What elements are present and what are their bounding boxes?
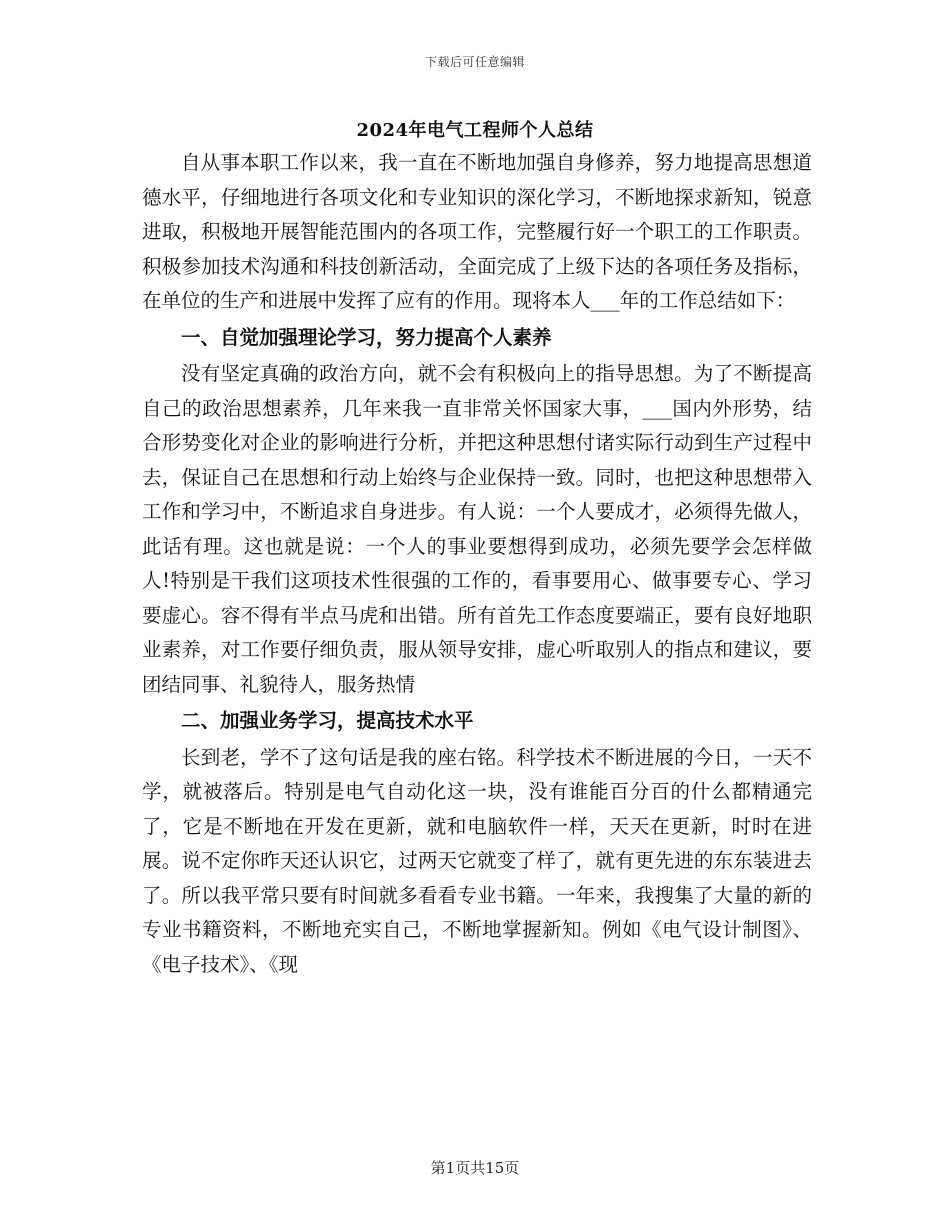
section-1-heading: 一、自觉加强理论学习，努力提高个人素养 bbox=[181, 325, 552, 349]
section-2-paragraph: 长到老，学不了这句话是我的座右铭。科学技术不断进展的今日，一天不学，就被落后。特别是电气自动化这一块，没有谁能百分百的什么都精通完了，它是不断地在开发在更新，就和电脑软件一样，天天在更新，时时在进展。说不定你昨天还认识它，过两天它就变了样了，就有更先进的东东装进去了。所以我平常只要有时间就多看看专业书籍。一年来，我搜集了大量的新的专业书籍资料，不断地充实自己，不断地掌握新知。例如《电气设计制图》、《电子技术》、《现 bbox=[142, 745, 812, 976]
intro-paragraph: 自从事本职工作以来，我一直在不断地加强自身修养，努力地提高思想道德水平，仔细地进行各项文化和专业知识的深化学习，不断地探求新知，锐意进取，积极地开展智能范围内的各项工作，完整履行好一个职工的工作职责。积极参加技术沟通和科技创新活动，全面完成了上级下达的各项任务及指标，在单位的生产和进展中发挥了应有的作用。现将本人___年的工作总结如下： bbox=[142, 151, 812, 312]
page-number: 第1页共15页 bbox=[430, 1159, 520, 1177]
section-1-paragraph: 没有坚定真确的政治方向，就不会有积极向上的指导思想。为了不断提高自己的政治思想素养，几年来我一直非常关怀国家大事，___国内外形势，结合形势变化对企业的影响进行分析，并把这种思想付诸实际行动到生产过程中去，保证自己在思想和行动上始终与企业保持一致。同时，也把这种思想带入工作和学习中，不断追求自身进步。有人说：一个人要成才，必须得先做人，此话有理。这也就是说：一个人的事业要想得到成功，必须先要学会怎样做人!特别是干我们这项技术性很强的工作的，看事要用心、做事要专心、学习要虚心。容不得有半点马虎和出错。所有首先工作态度要端正，要有良好地职业素养，对工作要仔细负责，服从领导安排，虚心听取别人的指点和建议，要团结同事、礼貌待人，服务热情 bbox=[142, 362, 812, 696]
header-note: 下载后可任意编辑 bbox=[424, 55, 525, 69]
section-2-heading: 二、加强业务学习，提高技术水平 bbox=[181, 709, 474, 732]
document-body bbox=[142, 146, 812, 982]
document-title: 2024年电气工程师个人总结 bbox=[356, 120, 594, 141]
